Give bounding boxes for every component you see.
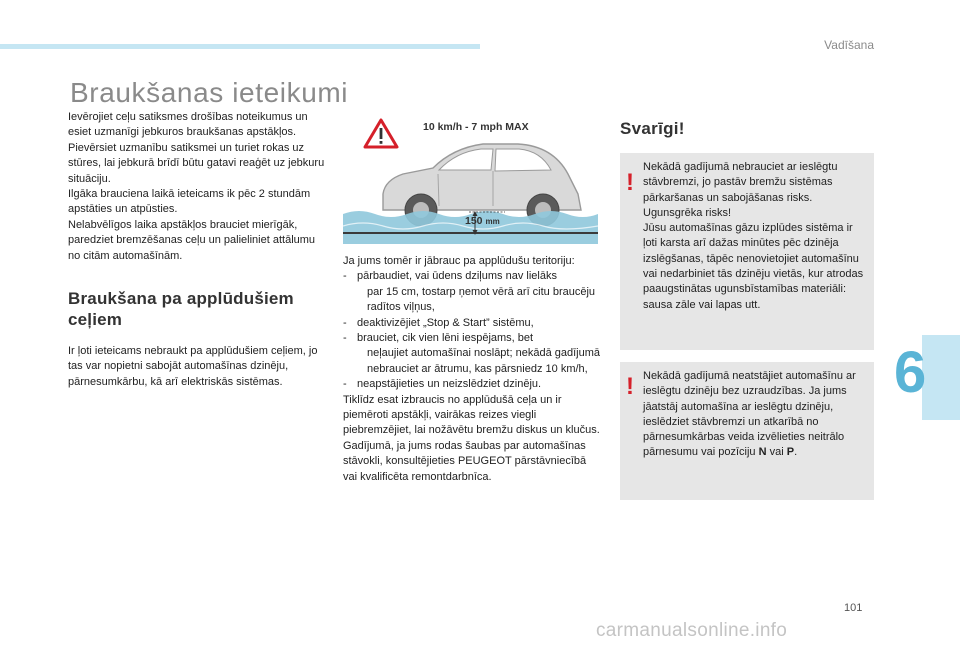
warning-triangle-icon <box>365 120 397 147</box>
list-item-text: neapstājieties un neizslēdziet dzinēju. <box>357 378 542 391</box>
intro-paragraph-4: Nelabvēlīgos laika apstākļos brauciet mierīgāk, paredziet bremzēšanas ceļu un palieliniet attālumu no citām automašīnām. <box>68 218 316 262</box>
speed-limit-label: 10 km/h - 7 mph MAX <box>423 121 529 133</box>
doubts-paragraph: Gadījumā, ja jums rodas šaubas par automašīnas stāvokli, konsultējieties PEUGEOT pārstāvniecībā vai kvalificēta remontdarbnīca. <box>343 439 587 483</box>
chapter-number: 6 <box>894 340 927 405</box>
important-text-1b: Jūsu automašīnas gāzu izplūdes sistēma ir ļoti karsta arī dažas minūtes pēc dzinēja izslēgšanas, tāpēc nenovietojiet automašīnu vai nedarbiniet tās dzinēju vietās, kur atrodas paaugstinātas ugunsbīstamības materiāli: sausa zāle vai lapas utt. <box>643 222 864 311</box>
after-flood-paragraph: Tiklīdz esat izbraucis no applūdušā ceļa un ir piemēroti apstākļi, vairākas reizes viegli piebremzējiet, lai nožāvētu bremžu diskus un klučus. <box>343 393 600 437</box>
list-item: - neapstājieties un neizslēdziet dzinēju. <box>343 378 542 391</box>
list-item: - deaktivizējiet „Stop & Start” sistēmu, <box>343 316 534 329</box>
flood-heading: Braukšana pa applūdušiem ceļiem <box>68 289 294 330</box>
gear-p: P <box>786 446 795 459</box>
water-depth-value: 150 <box>465 215 483 227</box>
flood-paragraph: Ir ļoti ieteicams nebraukt pa applūdušiem ceļiem, jo tas var nopietni sabojāt automašīnas dzinēju, pārnesumkārbu, kā arī elektriskās sistēmas. <box>68 345 318 388</box>
intro-paragraph-2: Pievērsiet uzmanību satiksmei un turiet rokas uz stūres, lai jebkurā brīdī būtu gatavi reaģēt uz jebkuru situāciju. <box>68 141 325 185</box>
column-2 <box>343 254 601 485</box>
list-item: - brauciet, cik vien lēni iespējams, bet neļaujiet automašīnai noslāpt; nekādā gadījumā nebrauciet ar ātrumu, kas pārsniedz 10 km/h, <box>343 331 601 377</box>
water-depth-label <box>465 215 500 227</box>
flood-instructions-lead: Ja jums tomēr ir jābrauc pa applūdušu teritoriju: <box>343 255 575 267</box>
list-item-text-cont: par 15 cm, tostarp ņemot vērā arī citu braucēju radītos viļņus, <box>367 285 596 314</box>
page-title: Braukšanas ieteikumi <box>70 77 349 108</box>
section-name: Vadīšana <box>824 38 874 52</box>
important-box-1 <box>620 153 874 350</box>
important-box-2 <box>620 362 874 500</box>
page-number: 101 <box>844 602 863 614</box>
important-text-1a: Nekādā gadījumā nebrauciet ar ieslēgtu stāvbremzi, jo pastāv bremžu sistēmas pārkaršanas un sabojāšanas risks. Ugunsgrēka risks! <box>643 161 838 219</box>
header-accent-bar <box>0 44 480 49</box>
exclamation-icon: ! <box>626 169 634 196</box>
list-item-text: pārbaudiet, vai ūdens dziļums nav lielāks <box>357 270 557 283</box>
chapter-tab <box>922 335 960 420</box>
column-1 <box>68 110 330 390</box>
important-text-2-end: . <box>794 446 798 459</box>
intro-paragraph-3: Ilgāka brauciena laikā ieteicams ik pēc 2 stundām apstāties un atpūsties. <box>68 188 311 216</box>
exclamation-icon: ! <box>626 373 634 400</box>
list-item-text: deaktivizējiet „Stop & Start” sistēmu, <box>357 316 534 329</box>
gear-n: N <box>758 446 767 459</box>
watermark: carmanualsonline.info <box>596 620 788 641</box>
list-item-text: brauciet, cik vien lēni iespējams, bet <box>357 332 534 345</box>
flood-illustration <box>343 114 598 244</box>
important-text-2: Nekādā gadījumā neatstājiet automašīnu ar ieslēgtu dzinēju bez uzraudzības. Ja jums jāatstāj automašīna ar ieslēgtu dzinēju, ieslēdziet stāvbremzi un atkarībā no pārnesumkārbas veida izvēlieties neitrālo pārnesumu vai pozīciju <box>643 370 856 459</box>
important-text-2-or: vai <box>769 446 784 459</box>
list-item-text-cont: neļaujiet automašīnai noslāpt; nekādā gadījumā nebrauciet ar ātrumu, kas pārsniedz 10 km/h, <box>367 347 600 375</box>
water-depth-unit: mm <box>485 217 500 226</box>
list-item: - pārbaudiet, vai ūdens dziļums nav lielāks par 15 cm, tostarp ņemot vērā arī citu braucēju radītos viļņus, <box>343 269 601 315</box>
important-heading: Svarīgi! <box>620 119 685 138</box>
intro-paragraph-1: Ievērojiet ceļu satiksmes drošības noteikumus un esiet uzmanīgi jebkuros braukšanas apstākļos. <box>68 111 308 139</box>
